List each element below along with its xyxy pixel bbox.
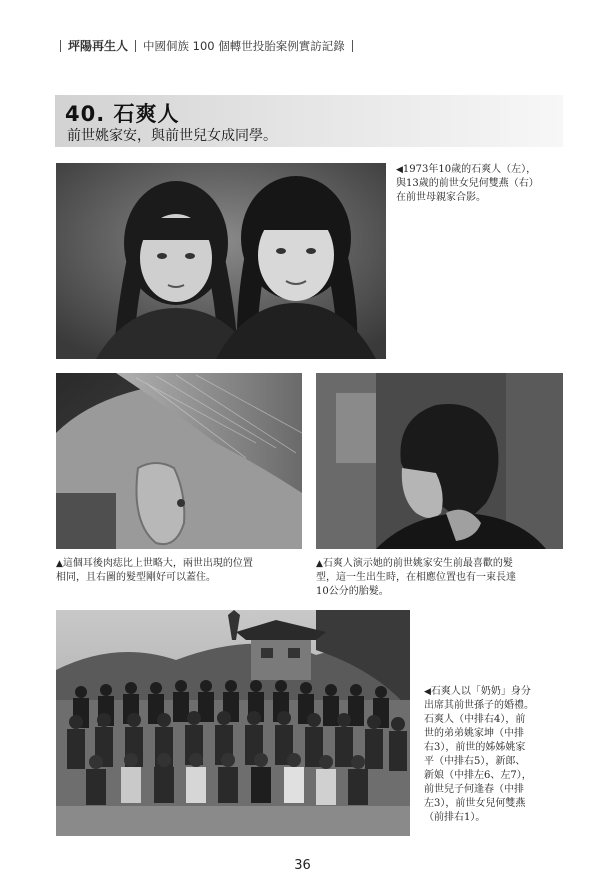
caption-photo-hairstyle xyxy=(316,557,576,599)
up-triangle-icon: ▲ xyxy=(56,559,63,569)
header-divider xyxy=(135,40,136,52)
caption-line: ◀1973年10歲的石爽人（左）， xyxy=(396,164,537,175)
caption-photo-two-girls xyxy=(396,163,566,205)
section-subtitle: 前世姚家安，與前世兒女成同學。 xyxy=(67,128,277,144)
caption-line: 在前世母親家合影。 xyxy=(396,192,486,203)
caption-line: 出席其前世孫子的婚禮。 xyxy=(424,700,534,711)
caption-photo-ear xyxy=(56,557,316,585)
book-title: 坪陽再生人 xyxy=(68,39,129,53)
caption-line: 平（中排右5），新郎、 xyxy=(424,756,526,767)
caption-line: 世的弟弟姚家坤（中排 xyxy=(424,728,524,739)
caption-line: ▲石爽人演示她的前世姚家安生前最喜歡的髮 xyxy=(316,558,513,569)
caption-line: ◀石爽人以「奶奶」身分 xyxy=(424,686,531,697)
caption-line: 左3），前世女兒何雙燕 xyxy=(424,798,526,809)
photo-woman-hairstyle xyxy=(316,373,563,549)
caption-line: 石爽人（中排右4），前 xyxy=(424,714,526,725)
photo-wedding-group xyxy=(56,610,410,836)
caption-line: 前世兒子何逢春（中排 xyxy=(424,784,524,795)
header-divider xyxy=(60,40,61,52)
section-title: 40. 石爽人 xyxy=(65,102,180,126)
header-divider xyxy=(352,40,353,52)
up-triangle-icon: ▲ xyxy=(316,559,323,569)
photo-two-girls xyxy=(56,163,386,359)
running-header xyxy=(53,37,360,54)
left-triangle-icon: ◀ xyxy=(424,687,431,697)
caption-line: 新娘（中排左6、左7）， xyxy=(424,770,532,781)
page-number: 36 xyxy=(294,858,311,873)
caption-line: 右3），前世的姊姊姚家 xyxy=(424,742,526,753)
caption-line: 與13歲的前世女兒何雙燕（右） xyxy=(396,178,539,189)
caption-line: 10公分的胎髮。 xyxy=(316,586,389,597)
caption-photo-wedding xyxy=(424,685,574,825)
book-subtitle: 中國侗族 100 個轉世投胎案例實訪記錄 xyxy=(143,38,345,53)
section-title-band xyxy=(55,95,563,147)
left-triangle-icon: ◀ xyxy=(396,165,403,175)
caption-line: 相同，且右圖的髮型剛好可以蓋住。 xyxy=(56,572,216,583)
photo-ear-closeup xyxy=(56,373,302,549)
caption-line: ▲這個耳後肉痣比上世略大，兩世出現的位置 xyxy=(56,558,253,569)
caption-line: （前排右1）。 xyxy=(424,812,486,823)
caption-line: 型，這一生出生時，在相應位置也有一束長達 xyxy=(316,572,516,583)
